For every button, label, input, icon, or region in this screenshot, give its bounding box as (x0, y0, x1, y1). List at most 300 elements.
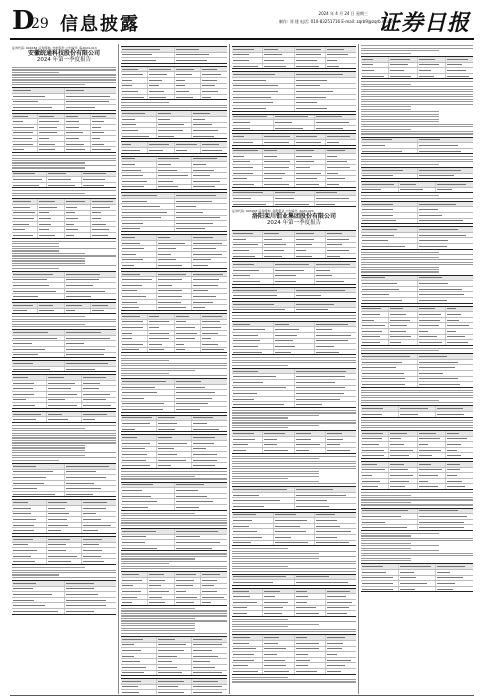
table-cell (121, 578, 148, 583)
table-cell (361, 453, 389, 458)
table-row (361, 484, 473, 489)
table-cell (175, 314, 202, 319)
table-cell (418, 276, 474, 281)
data-table (12, 329, 116, 358)
table-cell (389, 68, 417, 73)
table-cell (361, 520, 418, 525)
text-paragraph (232, 478, 356, 484)
data-table (361, 306, 473, 346)
text-paragraph (361, 45, 473, 54)
table-cell (315, 126, 356, 131)
table-cell (232, 575, 295, 580)
text-line (361, 495, 411, 496)
table-cell (121, 58, 175, 63)
table-cell (361, 437, 389, 442)
table-cell (121, 246, 157, 251)
text-line (232, 463, 356, 464)
table-cell (65, 88, 117, 93)
text-line (12, 268, 59, 269)
text-line (361, 109, 411, 110)
table-cell (295, 134, 326, 139)
table-cell (232, 126, 274, 131)
table-cell (192, 168, 227, 173)
table-cell (295, 106, 357, 111)
table-cell (121, 595, 148, 600)
table-cell (121, 78, 148, 83)
table-cell (326, 140, 356, 145)
table-cell (295, 669, 326, 674)
table-cell (361, 318, 389, 323)
table-cell (157, 179, 193, 184)
column-divider (358, 44, 359, 694)
table-cell (295, 243, 326, 248)
table-cell (232, 243, 263, 248)
column-2 (121, 44, 227, 694)
table-cell (148, 78, 175, 83)
table-cell (121, 173, 157, 178)
table-cell (399, 576, 437, 581)
table-cell (274, 524, 316, 529)
table-cell (91, 233, 116, 238)
data-table (361, 275, 473, 304)
text-line (121, 478, 227, 479)
table-cell (418, 442, 446, 447)
table-cell (157, 452, 193, 457)
text-line (121, 368, 227, 369)
table-cell (418, 377, 474, 382)
table-cell (157, 258, 193, 263)
header-rule (10, 38, 474, 40)
table-cell (47, 523, 82, 528)
table-cell (232, 647, 263, 652)
report-title: 2024 年第一季度报告 (266, 220, 322, 227)
table-cell (326, 248, 356, 253)
table-cell (315, 344, 356, 349)
text-line (121, 363, 227, 364)
table-cell (47, 412, 82, 417)
table-cell (157, 659, 193, 664)
text-line (361, 350, 439, 351)
table-cell (175, 204, 228, 209)
text-line (232, 619, 288, 620)
table-row (232, 64, 356, 69)
table-cell (121, 162, 157, 167)
table-cell (295, 254, 326, 259)
table-cell (38, 142, 64, 147)
text-line (361, 96, 473, 97)
table-cell (446, 68, 473, 73)
table-row (232, 402, 356, 407)
text-line (361, 124, 473, 125)
table-row (12, 353, 116, 358)
table-cell (232, 288, 295, 293)
table-cell (446, 468, 473, 473)
table-cell (418, 382, 474, 387)
table-cell (175, 67, 202, 72)
table-cell (121, 199, 175, 204)
table-cell (175, 348, 202, 353)
table-cell (263, 154, 294, 159)
table-cell (157, 416, 193, 421)
table-cell (232, 274, 274, 279)
table-cell (418, 298, 474, 303)
table-cell (157, 173, 193, 178)
table-cell (232, 652, 263, 657)
table-cell (157, 441, 193, 446)
table-row (121, 463, 227, 468)
table-cell (82, 177, 116, 182)
text-line (121, 105, 227, 106)
table-cell (295, 374, 357, 379)
table-cell (201, 78, 227, 83)
table-cell (12, 233, 38, 238)
table-cell (175, 572, 202, 577)
table-cell (38, 309, 64, 314)
table-cell (91, 119, 116, 124)
data-table (232, 634, 356, 674)
text-paragraph (121, 102, 227, 108)
table-cell (157, 289, 193, 294)
text-line (12, 167, 85, 168)
table-cell (12, 367, 65, 372)
text-line (121, 471, 227, 472)
table-row (232, 350, 356, 355)
table-cell (121, 648, 157, 653)
table-cell (121, 179, 157, 184)
table-cell (47, 172, 82, 177)
table-cell (157, 665, 193, 670)
table-cell (232, 95, 295, 100)
body-block (12, 67, 116, 615)
announcement-header (232, 209, 356, 227)
table-cell (201, 148, 227, 153)
text-line (361, 133, 473, 134)
text-line (12, 460, 59, 461)
table-cell (121, 483, 175, 488)
table-cell (232, 322, 274, 327)
table-cell (295, 493, 357, 498)
text-paragraph (361, 390, 473, 404)
table-cell (361, 525, 418, 530)
table-cell (263, 669, 294, 674)
text-line (12, 258, 85, 259)
table-cell (315, 513, 356, 518)
table-cell (232, 611, 263, 616)
table-cell (295, 580, 357, 585)
table-row (232, 448, 356, 453)
text-line (232, 476, 319, 477)
table-cell (232, 580, 295, 585)
table-cell (12, 125, 38, 130)
table-cell (418, 453, 446, 458)
table-cell (263, 431, 294, 436)
text-line (232, 629, 356, 630)
table-cell (148, 584, 175, 589)
table-cell (175, 494, 228, 499)
table-cell (121, 336, 148, 341)
text-line (232, 561, 356, 562)
table-cell (12, 341, 65, 346)
stock-code-line: 证券代码: 600184 证券简称: 光电股份 公告编号: 临2024-013 (12, 46, 97, 50)
text-line (232, 468, 356, 469)
table-cell (38, 222, 64, 227)
data-table (361, 405, 473, 417)
table-cell (326, 165, 356, 170)
table-row (232, 669, 356, 674)
text-line (121, 476, 195, 477)
table-cell (436, 570, 473, 575)
table-cell (12, 470, 65, 475)
table-cell (157, 277, 193, 282)
table-cell (263, 243, 294, 248)
text-line (121, 623, 195, 624)
text-line (361, 198, 473, 199)
data-table (121, 156, 227, 191)
data-table (12, 499, 116, 534)
table-cell (82, 417, 116, 422)
table-cell (232, 350, 274, 355)
table-cell (157, 447, 193, 452)
table-cell (295, 443, 326, 448)
text-line (12, 155, 116, 156)
data-table (12, 463, 116, 498)
table-cell (12, 492, 65, 497)
table-cell (436, 182, 473, 187)
table-cell (121, 458, 157, 463)
table-cell (12, 581, 65, 586)
table-cell (361, 484, 389, 489)
table-cell (157, 690, 193, 694)
table-cell (418, 360, 474, 365)
data-table (232, 486, 356, 509)
table-cell (315, 333, 356, 338)
table-cell (418, 174, 474, 179)
table-cell (295, 437, 326, 442)
data-table (121, 378, 227, 413)
table-cell (65, 475, 117, 480)
table-cell (175, 58, 228, 63)
table-cell (65, 581, 117, 586)
table-row (232, 611, 356, 616)
table-cell (361, 581, 399, 586)
table-cell (157, 263, 193, 268)
table-cell (389, 448, 417, 453)
text-line (232, 483, 356, 484)
table-cell (91, 125, 116, 130)
table-cell (38, 205, 64, 210)
table-cell (192, 452, 227, 457)
table-cell (232, 402, 295, 407)
table-cell (65, 278, 117, 283)
table-row (12, 309, 116, 314)
table-cell (192, 157, 227, 162)
table-row (232, 126, 356, 131)
table-cell (121, 241, 157, 246)
table-cell (12, 559, 47, 564)
table-cell (232, 308, 295, 313)
table-cell (232, 443, 263, 448)
text-line (121, 360, 169, 361)
table-cell (315, 350, 356, 355)
table-cell (361, 63, 389, 68)
text-line (361, 492, 473, 493)
table-cell (12, 330, 65, 335)
table-cell (38, 216, 64, 221)
text-line (361, 119, 439, 120)
table-cell (389, 431, 417, 436)
text-line (361, 156, 473, 157)
table-cell (436, 188, 473, 193)
table-cell (121, 494, 175, 499)
table-cell (192, 294, 227, 299)
table-cell (175, 505, 228, 510)
table-row (232, 182, 356, 187)
text-line (12, 319, 116, 320)
text-line (361, 164, 439, 165)
table-cell (326, 437, 356, 442)
table-cell (201, 589, 227, 594)
data-table (12, 374, 116, 409)
table-cell (12, 272, 65, 277)
table-cell (389, 307, 417, 312)
table-cell (232, 279, 274, 284)
body-block (232, 46, 356, 207)
table-cell (418, 448, 446, 453)
text-line (361, 397, 473, 398)
table-cell (121, 221, 175, 226)
text-line (361, 267, 439, 268)
table-cell (326, 594, 356, 599)
text-line (232, 458, 319, 459)
text-paragraph (232, 315, 356, 319)
table-cell (175, 385, 228, 390)
table-cell (121, 600, 148, 605)
table-cell (192, 643, 227, 648)
report-title: 2024 年第一季度报告 (36, 57, 92, 63)
table-cell (12, 227, 38, 232)
text-line (12, 428, 85, 429)
text-line (232, 456, 356, 457)
data-table (232, 190, 356, 208)
table-cell (47, 183, 82, 188)
table-cell (82, 172, 116, 177)
table-cell (274, 202, 316, 207)
table-row (12, 367, 116, 372)
table-cell (157, 157, 193, 162)
table-cell (274, 120, 316, 125)
text-paragraph (12, 316, 116, 327)
table-cell (38, 131, 64, 136)
table-cell (65, 272, 117, 277)
text-paragraph (121, 608, 227, 614)
table-cell (326, 611, 356, 616)
table-cell (201, 595, 227, 600)
table-cell (157, 272, 193, 277)
text-line (361, 259, 473, 260)
table-row (361, 188, 473, 193)
text-line (12, 440, 116, 441)
table-row (361, 219, 473, 224)
table-cell (361, 276, 418, 281)
table-cell (232, 658, 263, 663)
data-table (232, 261, 356, 284)
text-line (361, 89, 473, 90)
table-cell (82, 512, 116, 517)
table-cell (91, 205, 116, 210)
text-line (12, 316, 85, 317)
text-line (12, 69, 116, 70)
table-cell (361, 570, 399, 575)
table-cell (192, 289, 227, 294)
table-cell (274, 262, 316, 267)
text-line (232, 571, 356, 572)
table-cell (121, 142, 148, 147)
table-cell (121, 157, 157, 162)
table-cell (12, 205, 38, 210)
editor-contact: 制作: 刘 建 电话: 010-83251716 E-mail: zqrb9@zqrb.sina.net (278, 19, 398, 24)
table-cell (121, 117, 157, 122)
table-cell (361, 382, 418, 387)
table-cell (326, 254, 356, 259)
text-line (361, 533, 439, 534)
table-cell (65, 199, 91, 204)
table-cell (361, 244, 418, 249)
table-cell (389, 74, 417, 79)
table-cell (326, 134, 356, 139)
text-line (232, 427, 288, 428)
table-cell (274, 535, 316, 540)
table-cell (38, 119, 64, 124)
table-row (232, 293, 356, 298)
text-line (121, 102, 169, 103)
table-cell (65, 592, 117, 597)
table-cell (446, 462, 473, 467)
table-cell (65, 216, 91, 221)
text-line (232, 417, 288, 418)
table-cell (175, 336, 202, 341)
text-line (121, 107, 227, 108)
table-cell (192, 300, 227, 305)
text-line (121, 358, 227, 359)
table-cell (295, 652, 326, 657)
text-line (232, 568, 356, 569)
table-cell (418, 307, 446, 312)
table-cell (192, 305, 227, 310)
table-cell (295, 575, 357, 580)
table-cell (389, 335, 417, 340)
table-cell (446, 307, 473, 312)
table-cell (315, 529, 356, 534)
table-cell (361, 509, 418, 514)
table-cell (315, 120, 356, 125)
column-1 (12, 44, 116, 694)
text-line (361, 81, 473, 82)
text-paragraph (232, 410, 356, 419)
page-letter: D (12, 6, 34, 36)
data-table (361, 137, 473, 155)
table-cell (436, 564, 473, 569)
table-cell (121, 216, 175, 221)
text-paragraph (232, 558, 356, 572)
table-cell (418, 238, 474, 243)
table-cell (232, 380, 295, 385)
table-cell (418, 479, 446, 484)
table-cell (361, 462, 389, 467)
table-cell (361, 576, 399, 581)
text-line (12, 321, 116, 322)
table-cell (232, 64, 263, 69)
table-cell (263, 53, 294, 58)
